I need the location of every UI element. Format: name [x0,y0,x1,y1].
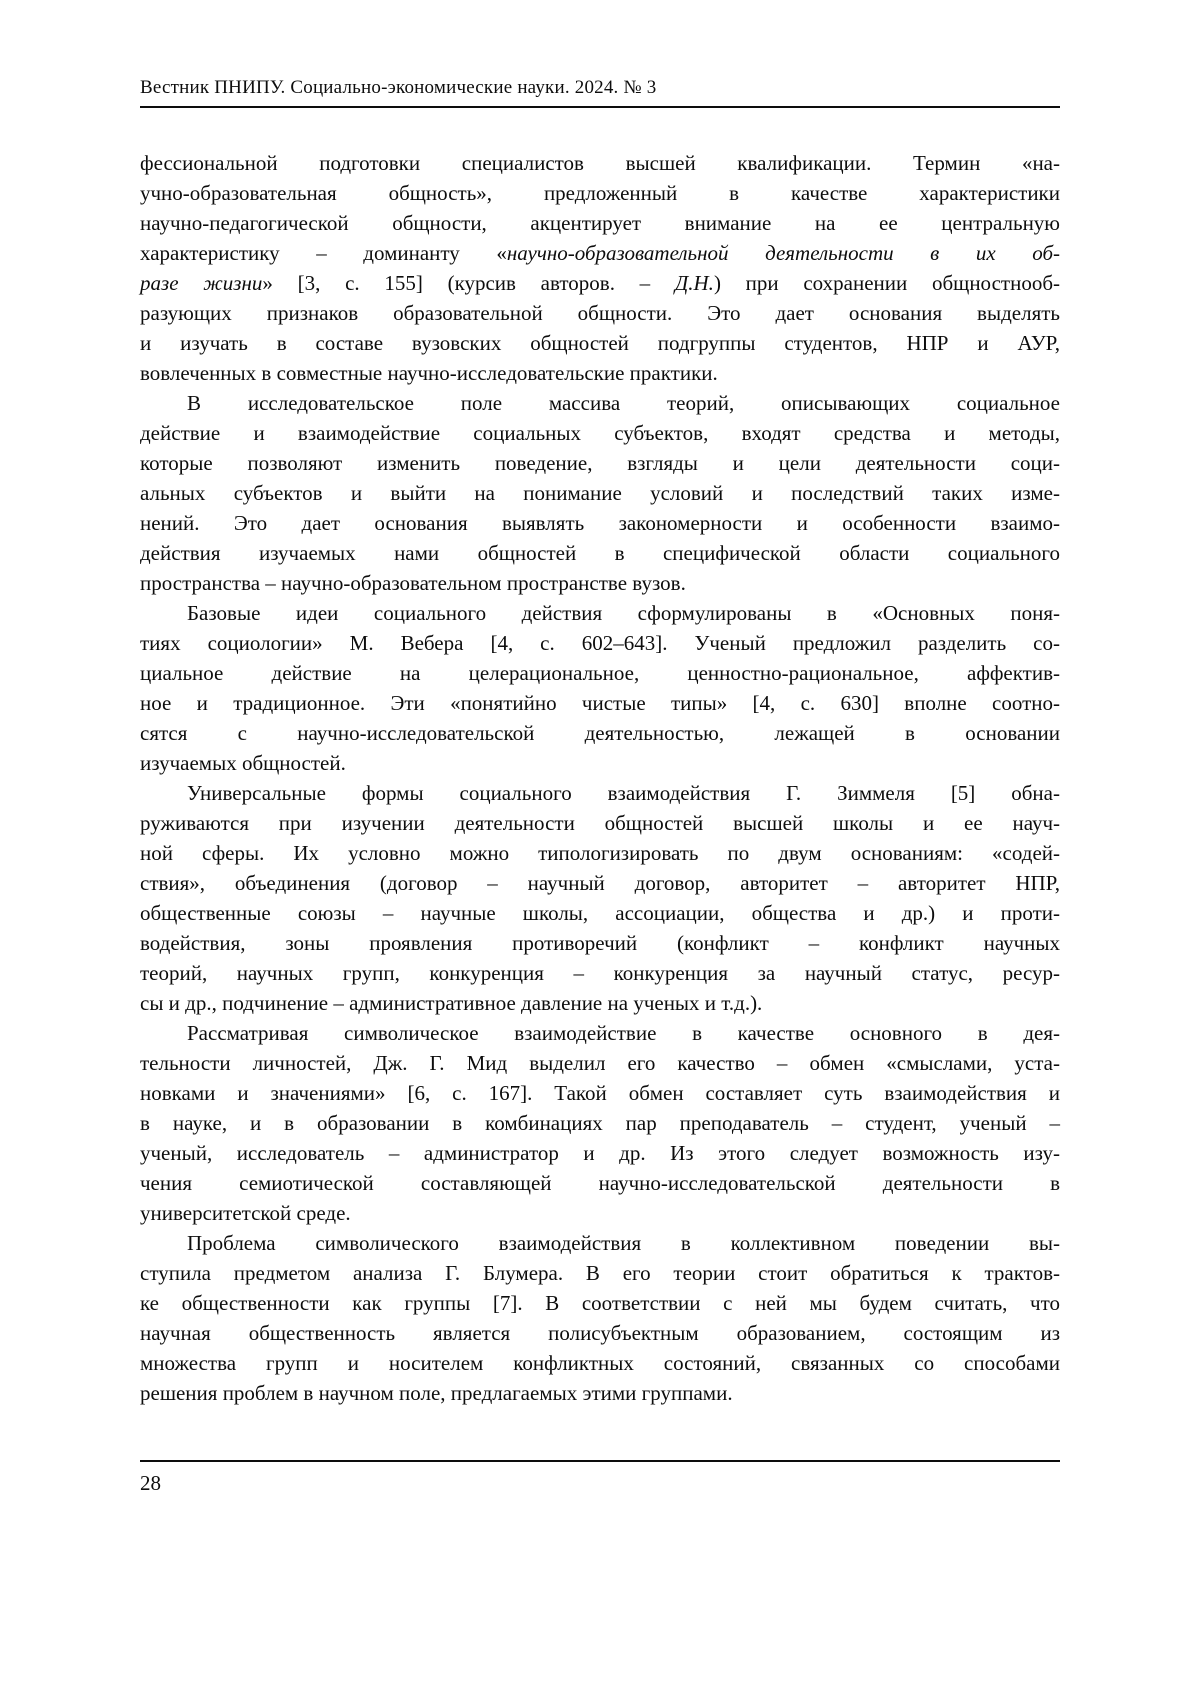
text-line: университетской среде. [140,1201,351,1225]
journal-title: Вестник ПНИПУ. Социально-экономические науки. 2024. № 3 [140,77,657,98]
text-line: альных субъектов и выйти на понимание условий и последствий таких изме- [140,481,1060,505]
text-line: Базовые идеи социального действия сформулированы в «Основных поня- [187,601,1060,625]
text-line: тельности личностей, Дж. Г. Мид выделил его качество – обмен «смыслами, уста- [140,1051,1060,1075]
text-line: разующих признаков образовательной общности. Это дает основания выделять [140,301,1060,325]
text-line: ке общественности как группы [7]. В соответствии с ней мы будем считать, что [140,1291,1060,1315]
text-line: характеристику – доминанту «научно-образовательной деятельности в их об- [140,241,1060,265]
text-line: чения семиотической составляющей научно-исследовательской деятельности в [140,1171,1060,1195]
header-rule [140,106,1060,108]
text-line: ученый, исследователь – администратор и др. Из этого следует возможность изу- [140,1141,1060,1165]
text-line: множества групп и носителем конфликтных состояний, связанных со способами [140,1351,1060,1375]
footer-rule [140,1460,1060,1462]
text-line: Универсальные формы социального взаимодействия Г. Зиммеля [5] обна- [187,781,1060,805]
text-line: ступила предметом анализа Г. Блумера. В его теории стоит обратиться к трактов- [140,1261,1060,1285]
text-line: которые позволяют изменить поведение, взгляды и цели деятельности соци- [140,451,1060,475]
running-header [140,76,1060,108]
paragraph [140,778,1060,1018]
text-line: в науке, и в образовании в комбинациях пар преподаватель – студент, ученый – [140,1111,1060,1135]
text-line: циальное действие на целерациональное, ценностно-рациональное, аффектив- [140,661,1060,685]
text-line: нений. Это дает основания выявлять закономерности и особенности взаимо- [140,511,1060,535]
page-number: 28 [140,1471,161,1495]
paragraph [140,148,1060,388]
article-body [140,148,1060,1408]
text-line: Проблема символического взаимодействия в коллективном поведении вы- [187,1231,1060,1255]
text-line: вовлеченных в совместные научно-исследовательские практики. [140,361,718,385]
paragraph [140,1018,1060,1228]
text-line: научно-педагогической общности, акцентирует внимание на ее центральную [140,211,1060,235]
paragraph [140,598,1060,778]
text-line: научная общественность является полисубъектным образованием, состоящим из [140,1321,1060,1345]
text-line: действия изучаемых нами общностей в специфической области социального [140,541,1060,565]
text-line: ное и традиционное. Эти «понятийно чистые типы» [4, с. 630] вполне соотно- [140,691,1060,715]
text-line: Рассматривая символическое взаимодействие в качестве основного в дея- [187,1021,1060,1045]
text-line: фессиональной подготовки специалистов высшей квалификации. Термин «на- [140,151,1060,175]
text-line: учно-образовательная общность», предложенный в качестве характеристики [140,181,1060,205]
text-line: изучаемых общностей. [140,751,346,775]
text-line: действие и взаимодействие социальных субъектов, входят средства и методы, [140,421,1060,445]
text-line: общественные союзы – научные школы, ассоциации, общества и др.) и проти- [140,901,1060,925]
text-line: решения проблем в научном поле, предлагаемых этими группами. [140,1381,733,1405]
text-line: и изучать в составе вузовских общностей подгруппы студентов, НПР и АУР, [140,331,1060,355]
paragraph [140,1228,1060,1408]
text-line: руживаются при изучении деятельности общностей высшей школы и ее науч- [140,811,1060,835]
page-footer [140,1460,1060,1496]
text-line: пространства – научно-образовательном пространстве вузов. [140,571,686,595]
text-line: ствия», объединения (договор – научный договор, авторитет – авторитет НПР, [140,871,1060,895]
text-line: теорий, научных групп, конкуренция – конкуренция за научный статус, ресур- [140,961,1060,985]
text-line: В исследовательское поле массива теорий, описывающих социальное [187,391,1060,415]
text-line: сятся с научно-исследовательской деятельностью, лежащей в основании [140,721,1060,745]
text-line: сы и др., подчинение – административное давление на ученых и т.д.). [140,991,763,1015]
text-line: новками и значениями» [6, с. 167]. Такой обмен составляет суть взаимодействия и [140,1081,1060,1105]
text-line: ной сферы. Их условно можно типологизировать по двум основаниям: «содей- [140,841,1060,865]
text-line: разе жизни» [3, с. 155] (курсив авторов. – Д.Н.) при сохранении общностнооб- [140,271,1060,295]
text-line: тиях социологии» М. Вебера [4, с. 602–643]. Ученый предложил разделить со- [140,631,1060,655]
paragraph [140,388,1060,598]
text-line: водействия, зоны проявления противоречий (конфликт – конфликт научных [140,931,1060,955]
